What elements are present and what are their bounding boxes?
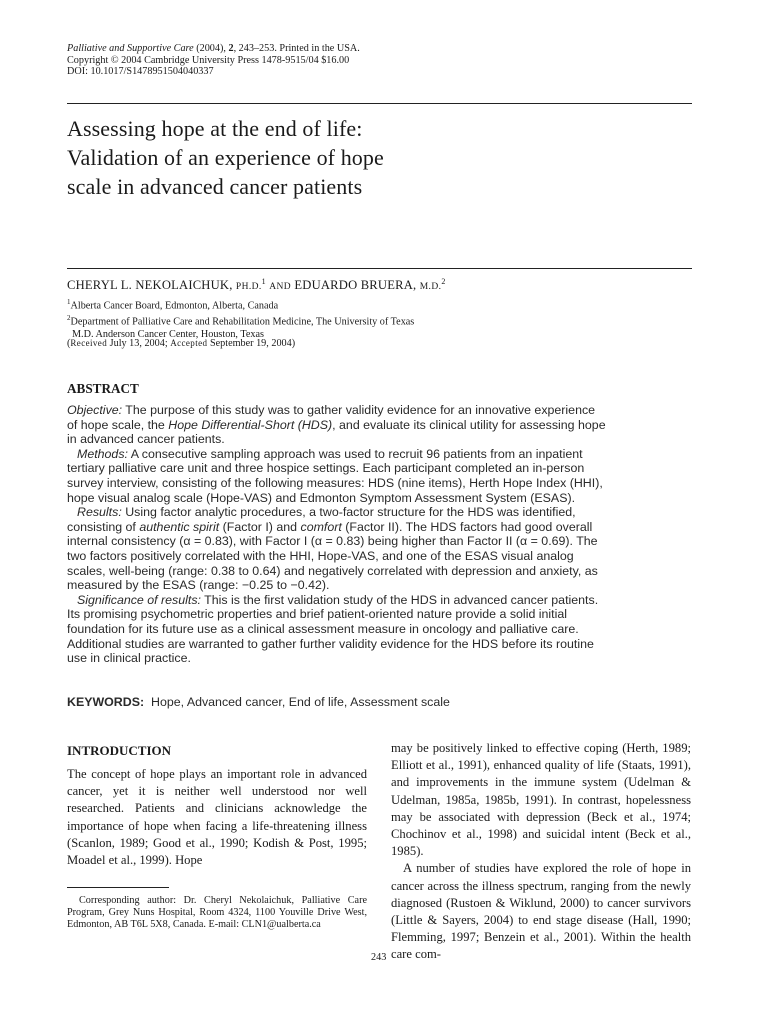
footnote-rule bbox=[67, 887, 169, 888]
abstract-methods: Methods: A consecutive sampling approach was used to recruit 96 patients from an inpatient tertiary palliative care unit and three hospice settings. Each participant completed an in-person survey interview, consisting of the following measures: HDS (nine items), Herth Hope Index (HHI), hope visual analog scale (Hope-VAS) and Edmonton Symptom Assessment System (ESAS). bbox=[67, 446, 603, 505]
abstract-body bbox=[67, 403, 607, 666]
affiliations: $^1$Alberta Cancer Board, Edmonton, Alberta, Canada $^2$Department of Palliative Care and Rehabilitation Medicine, The University of Texas M.D. Anderson Cancer Center, Houston, Texas bbox=[67, 298, 415, 340]
copyright-line: Copyright © 2004 Cambridge University Press 1478-9515/04 $16.00 bbox=[67, 54, 350, 66]
received-dates: (Received July 13, 2004; Accepted September 19, 2004) bbox=[67, 338, 296, 349]
keywords: KEYWORDS: Hope, Advanced cancer, End of life, Assessment scale bbox=[67, 695, 450, 709]
author-line: CHERYL L. NEKOLAICHUK, PH.D.$^1$ AND EDUARDO BRUERA, M.D.$^2$ bbox=[67, 277, 446, 293]
article-title: Assessing hope at the end of life: Validation of an experience of hope scale in advanced cancer patients bbox=[67, 116, 384, 199]
intro-paragraph-2: A number of studies have explored the role of hope in cancer across the illness spectrum, ranging from the newly diagnosed (Rustoen & Wiklund, 2000) to cancer survivors (Little & Sayers, 2004) to end stage disease (Hall, 1990; Flemming, 1997; Benzein et al., 2001). Within the health care com- bbox=[391, 861, 691, 962]
body-left-column bbox=[67, 742, 367, 869]
abstract-significance: Significance of results: This is the first validation study of the HDS in advanced cancer patients. Its promising psychometric properties and brief patient-oriented nature provide a solid initial foundation for its future use as a clinical assessment measure in oncology and palliative care. Additional studies are warranted to gather further validity evidence for the HDS before its routine use in clinical practice. bbox=[67, 592, 599, 666]
body-right-column bbox=[391, 740, 691, 964]
doi-line: DOI: 10.1017/S1478951504040337 bbox=[67, 66, 214, 77]
journal-header bbox=[67, 43, 360, 78]
title-rule bbox=[67, 268, 692, 269]
abstract-objective: Objective: The purpose of this study was to gather validity evidence for an innovative experience of hope scale, the Hope Differential-Short (HDS), and evaluate its clinical utility for assessing hope in advanced cancer patients. bbox=[67, 403, 606, 447]
intro-paragraph-continued: may be positively linked to effective coping (Herth, 1989; Elliott et al., 1991), enhanced quality of life (Staats, 1991), and improvements in the immune system (Udelman & Udelman, 1985a, 1985b, 1991). In contrast, hopelessness may be associated with depression (Beck et al., 1974; Chochinov et al., 1998) and suicidal intent (Beck et al., 1985). bbox=[391, 741, 691, 859]
header-rule bbox=[67, 103, 692, 104]
abstract-heading: ABSTRACT bbox=[67, 381, 139, 396]
page-number: 243 bbox=[371, 952, 387, 963]
corresponding-author-footnote: Corresponding author: Dr. Cheryl Nekolaichuk, Palliative Care Program, Grey Nuns Hospital, Room 4324, 1100 Youville Drive West, Edmonton, AB T6L 5X8, Canada. E-mail: CLN1@ualberta.ca bbox=[67, 895, 367, 930]
section-heading-introduction: INTRODUCTION bbox=[67, 743, 172, 758]
intro-paragraph-1: The concept of hope plays an important role in advanced cancer, yet it is neither well understood nor well researched. Patients and clinicians acknowledge the importance of hope when facing a life-threatening illness (Scanlon, 1989; Good et al., 1990; Kodish & Post, 1995; Moadel et al., 1999). Hope bbox=[67, 767, 367, 868]
abstract-results: Results: Using factor analytic procedures, a two-factor structure for the HDS was identified, consisting of authentic spirit (Factor I) and comfort (Factor II). The HDS factors had good overall internal consistency (α = 0.83), with Factor I (α = 0.83) being higher than Factor II (α = 0.69). The two factors positively correlated with the HHI, Hope-VAS, and one of the ESAS visual analog scales, well-being (range: 0.38 to 0.64) and negatively correlated with depression and anxiety, as measured by the ESAS (range: −0.25 to −0.42). bbox=[67, 505, 598, 593]
journal-citation: Palliative and Supportive Care (2004), 2, 243–253. Printed in the USA. bbox=[67, 43, 360, 54]
